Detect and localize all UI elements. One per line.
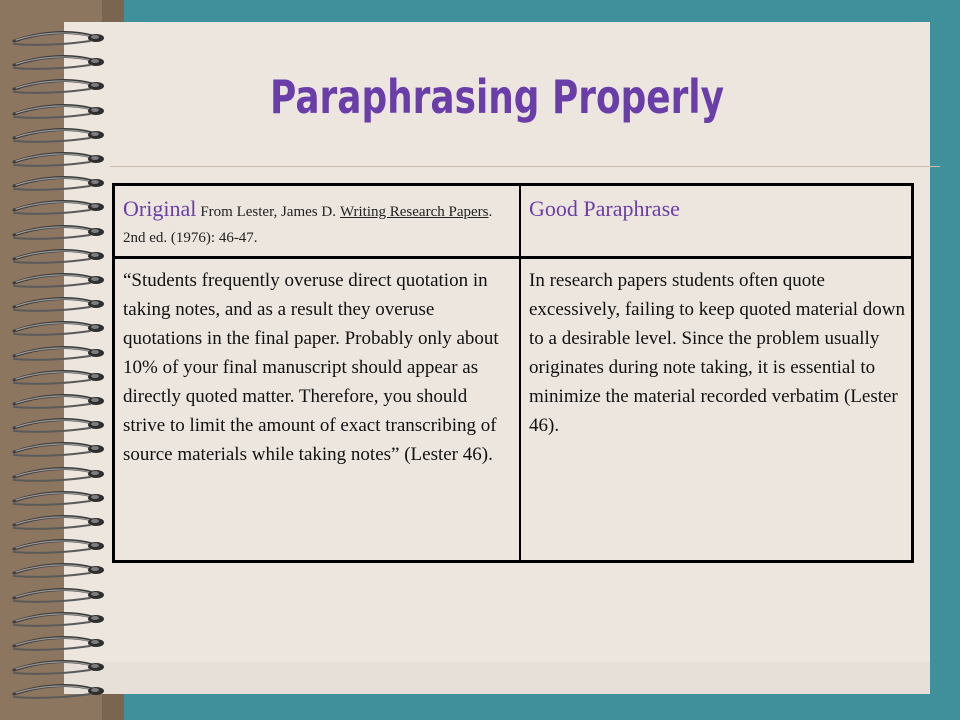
spiral-ring — [0, 657, 124, 679]
slide-title: Paraphrasing Properly — [269, 70, 725, 124]
spiral-ring — [0, 367, 124, 389]
spiral-ring — [0, 222, 124, 244]
spiral-ring — [0, 415, 124, 437]
spiral-ring — [0, 560, 124, 582]
spiral-ring — [0, 76, 124, 98]
spiral-ring — [0, 52, 124, 74]
spiral-ring — [0, 609, 124, 631]
original-label: Original — [123, 196, 197, 221]
spiral-ring — [0, 294, 124, 316]
spiral-ring — [0, 125, 124, 147]
paraphrase-text-cell: In research papers students often quote excessively, failing to keep quoted material down to a desirable level. Since the problem usually originates during note taking, it is essential to minimize the material recorded verbatim (Lester 46). — [529, 270, 906, 436]
source-suffix: . 2nd ed. (1976): 46-47. — [123, 204, 493, 246]
spiral-ring — [0, 246, 124, 268]
original-quote-cell: “Students frequently overuse direct quotation in taking notes, and as a result they overuse quotations in the final paper. Probably only about 10% of your final manuscript should appear as directly quoted matter. Therefore, you should strive to limit the amount of exact transcribing of source materials while taking notes” (Lester 46). — [123, 270, 499, 465]
spiral-ring — [0, 439, 124, 461]
spiral-ring — [0, 585, 124, 607]
paraphrase-header-cell: Good Paraphrase — [529, 196, 680, 221]
spiral-ring — [0, 488, 124, 510]
spiral-ring — [0, 149, 124, 171]
spiral-ring — [0, 391, 124, 413]
spiral-ring — [0, 343, 124, 365]
spiral-ring — [0, 101, 124, 123]
spiral-ring — [0, 197, 124, 219]
spiral-ring — [0, 633, 124, 655]
header-divider — [115, 256, 911, 259]
spiral-ring — [0, 318, 124, 340]
spiral-ring — [0, 536, 124, 558]
spiral-ring — [0, 28, 124, 50]
spiral-ring — [0, 464, 124, 486]
spiral-ring — [0, 512, 124, 534]
source-title: Writing Research Papers — [339, 204, 489, 220]
comparison-table — [112, 183, 914, 563]
spiral-ring — [0, 173, 124, 195]
spiral-ring — [0, 270, 124, 292]
title-divider — [110, 166, 940, 167]
original-header-cell — [123, 196, 513, 251]
spiral-ring — [0, 681, 124, 703]
source-prefix: From Lester, James D. — [200, 204, 336, 220]
column-divider — [519, 186, 521, 560]
